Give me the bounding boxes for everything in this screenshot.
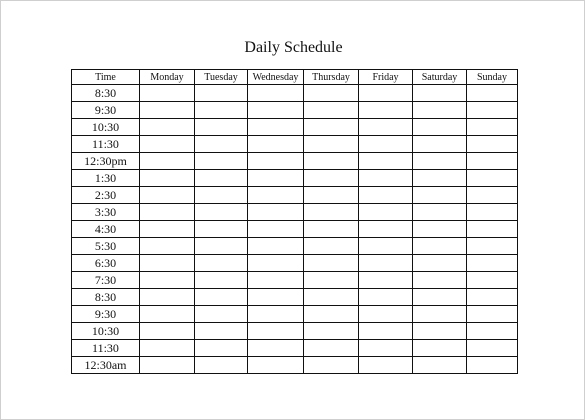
schedule-cell-sunday[interactable] <box>467 85 518 102</box>
schedule-cell-sunday[interactable] <box>467 306 518 323</box>
schedule-cell-saturday[interactable] <box>413 289 467 306</box>
schedule-cell-saturday[interactable] <box>413 323 467 340</box>
schedule-cell-tuesday[interactable] <box>195 102 248 119</box>
schedule-cell-saturday[interactable] <box>413 170 467 187</box>
table-row <box>72 306 518 323</box>
schedule-cell-tuesday[interactable] <box>195 170 248 187</box>
schedule-cell-friday[interactable] <box>359 170 413 187</box>
schedule-cell-saturday[interactable] <box>413 357 467 374</box>
schedule-cell-sunday[interactable] <box>467 238 518 255</box>
schedule-cell-wednesday[interactable] <box>248 102 304 119</box>
schedule-cell-wednesday[interactable] <box>248 153 304 170</box>
schedule-cell-sunday[interactable] <box>467 255 518 272</box>
schedule-cell-thursday[interactable] <box>304 153 359 170</box>
schedule-cell-sunday[interactable] <box>467 289 518 306</box>
schedule-cell-saturday[interactable] <box>413 187 467 204</box>
schedule-cell-sunday[interactable] <box>467 153 518 170</box>
schedule-cell-wednesday[interactable] <box>248 187 304 204</box>
schedule-cell-thursday[interactable] <box>304 221 359 238</box>
schedule-cell-wednesday[interactable] <box>248 221 304 238</box>
schedule-cell-friday[interactable] <box>359 102 413 119</box>
schedule-cell-tuesday[interactable] <box>195 272 248 289</box>
schedule-cell-sunday[interactable] <box>467 340 518 357</box>
schedule-cell-tuesday[interactable] <box>195 306 248 323</box>
table-row <box>72 340 518 357</box>
table-row <box>72 170 518 187</box>
schedule-cell-monday[interactable] <box>140 306 195 323</box>
schedule-cell-wednesday[interactable] <box>248 238 304 255</box>
table-row <box>72 136 518 153</box>
time-cell: 8:30 <box>72 289 140 306</box>
schedule-cell-monday[interactable] <box>140 357 195 374</box>
header-friday: Friday <box>359 70 413 85</box>
schedule-cell-monday[interactable] <box>140 204 195 221</box>
table-row <box>72 221 518 238</box>
table-row <box>72 119 518 136</box>
table-row <box>72 238 518 255</box>
schedule-cell-tuesday[interactable] <box>195 323 248 340</box>
time-cell: 9:30 <box>72 306 140 323</box>
schedule-cell-wednesday[interactable] <box>248 272 304 289</box>
schedule-cell-monday[interactable] <box>140 119 195 136</box>
schedule-cell-friday[interactable] <box>359 357 413 374</box>
schedule-cell-tuesday[interactable] <box>195 289 248 306</box>
schedule-cell-saturday[interactable] <box>413 102 467 119</box>
time-cell: 12:30pm <box>72 153 140 170</box>
schedule-cell-monday[interactable] <box>140 136 195 153</box>
time-cell: 1:30 <box>72 170 140 187</box>
schedule-cell-monday[interactable] <box>140 153 195 170</box>
schedule-cell-tuesday[interactable] <box>195 204 248 221</box>
schedule-cell-monday[interactable] <box>140 170 195 187</box>
schedule-cell-friday[interactable] <box>359 204 413 221</box>
schedule-cell-sunday[interactable] <box>467 204 518 221</box>
schedule-cell-wednesday[interactable] <box>248 289 304 306</box>
schedule-cell-saturday[interactable] <box>413 306 467 323</box>
schedule-cell-wednesday[interactable] <box>248 85 304 102</box>
schedule-cell-wednesday[interactable] <box>248 170 304 187</box>
table-row <box>72 102 518 119</box>
schedule-cell-friday[interactable] <box>359 272 413 289</box>
schedule-cell-friday[interactable] <box>359 340 413 357</box>
schedule-cell-sunday[interactable] <box>467 357 518 374</box>
schedule-cell-saturday[interactable] <box>413 255 467 272</box>
schedule-cell-tuesday[interactable] <box>195 255 248 272</box>
schedule-cell-sunday[interactable] <box>467 170 518 187</box>
schedule-cell-saturday[interactable] <box>413 221 467 238</box>
time-cell: 9:30 <box>72 102 140 119</box>
schedule-cell-saturday[interactable] <box>413 340 467 357</box>
schedule-cell-thursday[interactable] <box>304 340 359 357</box>
schedule-cell-saturday[interactable] <box>413 153 467 170</box>
schedule-cell-monday[interactable] <box>140 289 195 306</box>
schedule-cell-monday[interactable] <box>140 85 195 102</box>
schedule-cell-friday[interactable] <box>359 153 413 170</box>
schedule-cell-friday[interactable] <box>359 255 413 272</box>
table-row <box>72 323 518 340</box>
header-wednesday: Wednesday <box>248 70 304 85</box>
schedule-cell-tuesday[interactable] <box>195 340 248 357</box>
schedule-cell-sunday[interactable] <box>467 102 518 119</box>
table-row <box>72 289 518 306</box>
schedule-cell-saturday[interactable] <box>413 272 467 289</box>
table-row <box>72 204 518 221</box>
schedule-cell-tuesday[interactable] <box>195 119 248 136</box>
schedule-body <box>72 85 518 374</box>
time-cell: 8:30 <box>72 85 140 102</box>
schedule-cell-tuesday[interactable] <box>195 153 248 170</box>
schedule-cell-monday[interactable] <box>140 323 195 340</box>
schedule-cell-wednesday[interactable] <box>248 119 304 136</box>
schedule-cell-tuesday[interactable] <box>195 187 248 204</box>
schedule-cell-friday[interactable] <box>359 289 413 306</box>
header-thursday: Thursday <box>304 70 359 85</box>
schedule-cell-sunday[interactable] <box>467 272 518 289</box>
time-cell: 4:30 <box>72 221 140 238</box>
schedule-cell-friday[interactable] <box>359 85 413 102</box>
schedule-cell-friday[interactable] <box>359 238 413 255</box>
schedule-cell-saturday[interactable] <box>413 136 467 153</box>
table-row <box>72 187 518 204</box>
schedule-cell-thursday[interactable] <box>304 170 359 187</box>
schedule-cell-wednesday[interactable] <box>248 357 304 374</box>
time-cell: 5:30 <box>72 238 140 255</box>
schedule-cell-saturday[interactable] <box>413 119 467 136</box>
schedule-cell-thursday[interactable] <box>304 204 359 221</box>
schedule-cell-thursday[interactable] <box>304 306 359 323</box>
time-cell: 11:30 <box>72 136 140 153</box>
table-row <box>72 85 518 102</box>
schedule-cell-tuesday[interactable] <box>195 85 248 102</box>
schedule-cell-sunday[interactable] <box>467 119 518 136</box>
schedule-cell-thursday[interactable] <box>304 323 359 340</box>
time-cell: 2:30 <box>72 187 140 204</box>
schedule-cell-sunday[interactable] <box>467 187 518 204</box>
schedule-cell-thursday[interactable] <box>304 136 359 153</box>
schedule-cell-monday[interactable] <box>140 255 195 272</box>
schedule-cell-monday[interactable] <box>140 221 195 238</box>
schedule-cell-tuesday[interactable] <box>195 136 248 153</box>
schedule-cell-wednesday[interactable] <box>248 340 304 357</box>
schedule-cell-wednesday[interactable] <box>248 323 304 340</box>
schedule-cell-sunday[interactable] <box>467 323 518 340</box>
page-title: Daily Schedule <box>244 39 343 56</box>
schedule-cell-friday[interactable] <box>359 323 413 340</box>
time-cell: 7:30 <box>72 272 140 289</box>
schedule-cell-monday[interactable] <box>140 340 195 357</box>
schedule-cell-friday[interactable] <box>359 136 413 153</box>
schedule-cell-friday[interactable] <box>359 306 413 323</box>
time-cell: 12:30am <box>72 357 140 374</box>
schedule-cell-wednesday[interactable] <box>248 204 304 221</box>
schedule-cell-wednesday[interactable] <box>248 306 304 323</box>
schedule-cell-thursday[interactable] <box>304 187 359 204</box>
schedule-cell-thursday[interactable] <box>304 119 359 136</box>
table-row <box>72 357 518 374</box>
schedule-cell-monday[interactable] <box>140 187 195 204</box>
schedule-cell-saturday[interactable] <box>413 204 467 221</box>
schedule-cell-saturday[interactable] <box>413 85 467 102</box>
header-tuesday: Tuesday <box>195 70 248 85</box>
schedule-cell-thursday[interactable] <box>304 272 359 289</box>
table-row <box>72 153 518 170</box>
schedule-cell-monday[interactable] <box>140 238 195 255</box>
table-row <box>72 255 518 272</box>
schedule-cell-thursday[interactable] <box>304 357 359 374</box>
schedule-cell-friday[interactable] <box>359 119 413 136</box>
schedule-cell-friday[interactable] <box>359 221 413 238</box>
schedule-cell-thursday[interactable] <box>304 255 359 272</box>
schedule-cell-thursday[interactable] <box>304 238 359 255</box>
table-row <box>72 272 518 289</box>
schedule-table <box>71 69 518 374</box>
header-saturday: Saturday <box>413 70 467 85</box>
schedule-cell-thursday[interactable] <box>304 102 359 119</box>
schedule-cell-monday[interactable] <box>140 272 195 289</box>
schedule-cell-thursday[interactable] <box>304 289 359 306</box>
schedule-cell-sunday[interactable] <box>467 136 518 153</box>
header-monday: Monday <box>140 70 195 85</box>
time-cell: 10:30 <box>72 323 140 340</box>
schedule-cell-friday[interactable] <box>359 187 413 204</box>
schedule-cell-thursday[interactable] <box>304 85 359 102</box>
schedule-cell-sunday[interactable] <box>467 221 518 238</box>
schedule-cell-tuesday[interactable] <box>195 238 248 255</box>
schedule-cell-monday[interactable] <box>140 102 195 119</box>
header-sunday: Sunday <box>467 70 518 85</box>
schedule-cell-wednesday[interactable] <box>248 136 304 153</box>
schedule-cell-tuesday[interactable] <box>195 221 248 238</box>
schedule-cell-tuesday[interactable] <box>195 357 248 374</box>
time-cell: 6:30 <box>72 255 140 272</box>
time-cell: 11:30 <box>72 340 140 357</box>
time-cell: 10:30 <box>72 119 140 136</box>
schedule-cell-saturday[interactable] <box>413 238 467 255</box>
header-row <box>72 70 518 85</box>
time-cell: 3:30 <box>72 204 140 221</box>
header-time: Time <box>72 70 140 85</box>
schedule-cell-wednesday[interactable] <box>248 255 304 272</box>
